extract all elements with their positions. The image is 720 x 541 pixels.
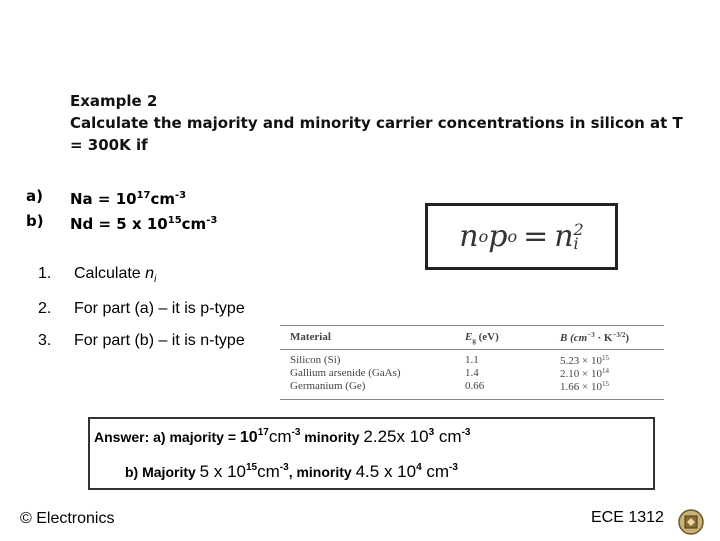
table-header: Material $E_g$ (eV) B $(cm^{-3} \cdot K^{-3/2})$	[290, 331, 630, 346]
answer-box	[88, 417, 655, 490]
part-a	[26, 185, 217, 210]
part-value: $Na = 10^{17}cm^{-3}$	[70, 190, 187, 208]
title-line-1: Example 2	[70, 92, 158, 110]
step-item: 1. Calculate $n_i$	[38, 265, 157, 286]
material-table	[280, 325, 664, 400]
step-item: 3. For part (b) – it is n-type	[38, 332, 245, 349]
title-line-2: Calculate the majority and minority carrier concentrations in silicon at T	[70, 114, 683, 132]
step-item: 2. For part (a) – it is p-type	[38, 300, 245, 317]
footer-copyright: © Electronics	[20, 510, 115, 527]
part-label: a)	[26, 187, 43, 205]
mass-action-equation: n o p o = n 2 i	[425, 203, 618, 270]
answer-line-1: Answer: a) majority = $10^{17}cm^{-3}$ minority 2.25x $10^3$ $cm^{-3}$	[94, 427, 471, 446]
part-value: Nd = 5 x $10^{15}cm^{-3}$	[70, 215, 218, 233]
slide-title	[70, 90, 683, 156]
table-row: Silicon (Si) 1.1 $5.23 \times 10^{15}$	[290, 354, 609, 368]
footer-course-code: ECE 1312	[591, 509, 664, 526]
given-parts	[26, 185, 217, 235]
table-row: Gallium arsenide (GaAs) 1.4 $2.10 \times 10^{14}$	[290, 367, 609, 381]
part-label: b)	[26, 212, 44, 230]
title-line-3: = 300K if	[70, 136, 148, 154]
table-row: Germanium (Ge) 0.66 $1.66 \times 10^{15}$	[290, 380, 609, 394]
university-crest-icon	[676, 508, 706, 536]
part-b	[26, 210, 217, 235]
answer-line-2: b) Majority 5 x $10^{15}cm^{-3}$, minority 4.5 x $10^4$ $cm^{-3}$	[125, 462, 458, 481]
